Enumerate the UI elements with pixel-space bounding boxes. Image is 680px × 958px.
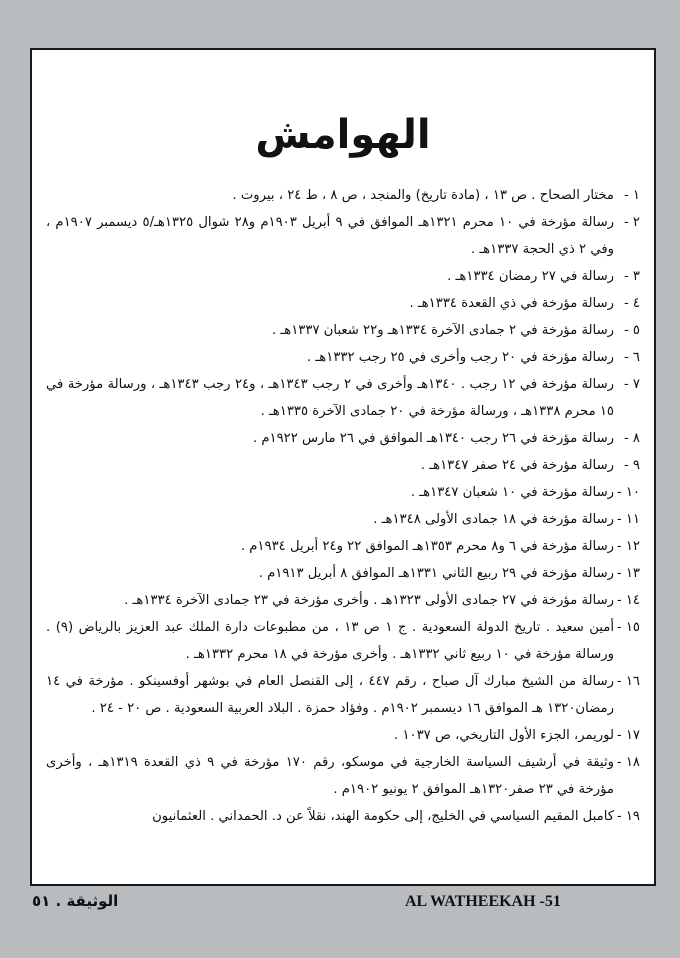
- footnote-number: ١٧ -: [616, 728, 640, 743]
- footnote-text: رسالة مؤرخة في ٢٩ ربيع الثاني ١٣٣١هـ الموافق ٨ أبريل ١٩١٣م .: [258, 566, 614, 581]
- footnote-text: كامبل المقيم السياسي في الخليج، إلى حكومة الهند، نقلاً عن د. الحمداني . العثمانيون: [152, 809, 614, 824]
- footnote-number: ٥ -: [623, 323, 640, 338]
- footnote-number: ١٣ -: [616, 566, 640, 581]
- footnote-item: [46, 533, 640, 560]
- footnote-number: ٩ -: [623, 458, 640, 473]
- footnote-text: رسالة مؤرخة في ١٠ شعبان ١٣٤٧هـ .: [410, 485, 614, 500]
- footnote-text: لوريمر، الجزء الأول التاريخي، ص ١٠٣٧ .: [394, 728, 614, 743]
- page-title: الهوامش: [255, 112, 431, 158]
- footnote-item: [46, 614, 640, 668]
- footnote-item: [46, 452, 640, 479]
- footnote-text: رسالة مؤرخة في ٦ و٨ محرم ١٣٥٣هـ الموافق ٢٢ و٢٤ أبريل ١٩٣٤م .: [240, 539, 614, 554]
- footnote-number: ١٩ -: [616, 809, 640, 824]
- footnote-text: أمين سعيد . تاريخ الدولة السعودية . ج ١ ص ١٣ ، من مطبوعات دارة الملك عبد العزيز بالرياض (٩) . ورسالة مؤرخة في ١٠ ربيع ثاني ١٣٣٢هـ . وأخرى مؤرخة في ١٨ محرم ١٣٣٢هـ .: [46, 620, 615, 662]
- footnote-text: رسالة مؤرخة في ٢ جمادى الآخرة ١٣٣٤هـ و٢٢ شعبان ١٣٣٧هـ .: [272, 323, 614, 338]
- footnote-item: [46, 479, 640, 506]
- footnote-item: [46, 506, 640, 533]
- footnote-text: رسالة من الشيخ مبارك آل صباح ، رقم ٤٤٧ ، إلى القنصل العام في بوشهر أوفسينكو . مؤرخة في ١٤ رمضان١٣٢٠ هـ الموافق ١٦ ديسمبر ١٩٠٢م . وفؤاد حمزة . البلاد العربية السعودية . ص ٢٠ - ٢٤ .: [46, 674, 614, 716]
- footnote-number: ١٨ -: [616, 755, 640, 770]
- page-frame: [30, 48, 656, 886]
- footnote-item: [46, 182, 640, 209]
- footnote-number: ٣ -: [623, 269, 640, 284]
- footnote-text: رسالة مؤرخة في ذي القعدة ١٣٣٤هـ .: [409, 296, 614, 311]
- footnote-number: ١١ -: [616, 512, 640, 527]
- footnote-text: رسالة في ٢٧ رمضان ١٣٣٤هـ .: [447, 269, 614, 284]
- footnote-number: ١٠ -: [616, 485, 640, 500]
- footnote-text: رسالة مؤرخة في ١٢ رجب . ١٣٤٠هـ وأخرى في ٢ رجب ١٣٤٣هـ ، و٢٤ رجب ١٣٤٣هـ ، ورسالة مؤرخة في ١٥ محرم ١٣٣٨هـ ، ورسالة مؤرخة في ٢٠ جمادى الآخرة ١٣٣٥هـ .: [46, 377, 614, 419]
- footnote-item: [46, 371, 640, 425]
- footnote-text: رسالة مؤرخة في ٢٠ رجب وأخرى في ٢٥ رجب ١٣٣٢هـ .: [307, 350, 614, 365]
- footnote-item: [46, 290, 640, 317]
- footnote-item: [46, 560, 640, 587]
- footnote-number: ١٢ -: [616, 539, 640, 554]
- footnote-item: [46, 344, 640, 371]
- footnote-item: [46, 425, 640, 452]
- footnote-item: [46, 749, 640, 803]
- footnote-item: [46, 263, 640, 290]
- footnote-text: وثيقة في أرشيف السياسة الخارجية في موسكو، رقم ١٧٠ مؤرخة في ٩ ذي القعدة ١٣١٩هـ ، وأخرى مؤرخة في ٢٣ صفر١٣٢٠هـ الموافق ٢ يونيو ١٩٠٢م .: [46, 755, 614, 797]
- footnote-item: [46, 587, 640, 614]
- footnote-number: ٨ -: [623, 431, 640, 446]
- footnote-item: [46, 803, 640, 830]
- footnote-item: [46, 722, 640, 749]
- footnote-text: مختار الصحاح . ص ١٣ ، (مادة تاريخ) والمنجد ، ص ٨ ، ط ٢٤ ، بيروت .: [232, 188, 614, 203]
- footnote-number: ١٤ -: [616, 593, 640, 608]
- footnote-text: رسالة مؤرخة في ١٠ محرم ١٣٢١هـ الموافق في ٩ أبريل ١٩٠٣م و٢٨ شوال ١٣٢٥هـ/٥ ديسمبر ١٩٠٧م ، وفي ٢ ذي الحجة ١٣٣٧هـ .: [46, 215, 614, 257]
- footnote-number: ١٥ -: [616, 620, 640, 635]
- footnote-item: [46, 668, 640, 722]
- footnote-number: ٦ -: [623, 350, 640, 365]
- footer-english-page-label: AL WATHEEKAH -51: [405, 893, 561, 910]
- footnote-text: رسالة مؤرخة في ٢٧ جمادى الأولى ١٣٢٣هـ . وأخرى مؤرخة في ٢٣ جمادى الآخرة ١٣٣٤هـ .: [124, 593, 614, 608]
- footnote-number: ٢ -: [623, 215, 640, 230]
- footer-arabic-page-label: الوثيقة . ٥١: [32, 892, 119, 910]
- footnote-text: رسالة مؤرخة في ٢٦ رجب ١٣٤٠هـ الموافق في ٢٦ مارس ١٩٢٢م .: [252, 431, 614, 446]
- footnote-text: رسالة مؤرخة في ١٨ جمادى الأولى ١٣٤٨هـ .: [373, 512, 614, 527]
- footnote-item: [46, 209, 640, 263]
- footnote-number: ١٦ -: [616, 674, 640, 689]
- footnote-text: رسالة مؤرخة في ٢٤ صفر ١٣٤٧هـ .: [420, 458, 614, 473]
- footnote-number: ١ -: [623, 188, 640, 203]
- footnote-number: ٤ -: [623, 296, 640, 311]
- footnote-number: ٧ -: [623, 377, 640, 392]
- footnotes-list: [46, 182, 640, 830]
- footnote-item: [46, 317, 640, 344]
